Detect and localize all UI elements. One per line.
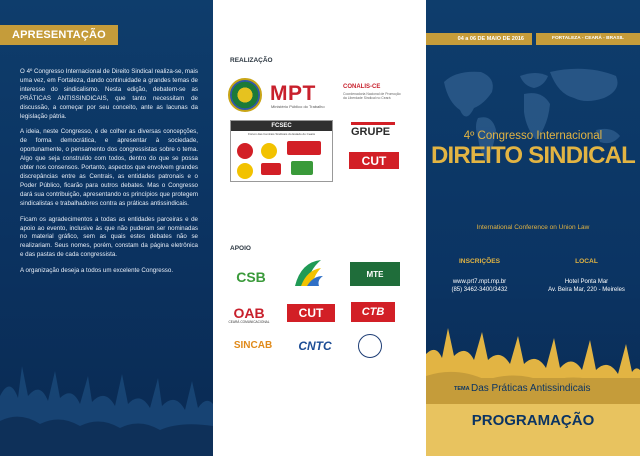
globe-icon	[358, 334, 382, 358]
paragraph: Ficam os agradecimentos a todas as entidades parceiras e de apoio ao evento, inclusive às que não puderam ser nominadas no material gráfico, sem as quais estes debates não se realizariam. Seus nomes, porém, constam da página eletrônica e das pastas de cada congressista.	[20, 215, 198, 259]
union-emblem-icon	[237, 163, 253, 179]
presentation-heading: APRESENTAÇÃO	[0, 25, 118, 45]
sincab-logo: SINCAB	[233, 339, 273, 351]
union-emblem-icon	[261, 163, 281, 175]
paragraph: A ideia, neste Congresso, é de colher as diversas concepções, de forma democrática, e apresentar à sociedade, oportunamente, o pensamento dos congressistas sobre o tema. Algo que seja construído com todos, dentro do que se possa obter nos consensos. Portanto, aspectos que envolvem grandes discrepâncias entre as Centrais, as entidades patronais e o Poder Público, ficarão para outros debates. Mas o Congresso dará sua contribuição, apresentando os princípios que protegem sindicalistas e trabalhadores contra as práticas antissindicais.	[20, 128, 198, 207]
cut-logo: CUT	[349, 152, 399, 169]
cover-panel	[426, 0, 640, 456]
cut-logo: CUT	[287, 304, 335, 322]
oab-logo	[228, 302, 270, 328]
realizacao-heading: REALIZAÇÃO	[230, 57, 273, 64]
website-link[interactable]: www.prt7.mpt.mp.br	[452, 279, 507, 285]
event-location: FORTALEZA - CEARÁ - BRASIL	[536, 33, 640, 45]
union-emblem-icon	[237, 143, 253, 159]
registration-info	[426, 278, 533, 294]
csb-logo: CSB	[236, 269, 266, 285]
venue-address: Av. Beira Mar, 220 - Meireles	[548, 287, 625, 293]
apoio-heading: APOIO	[230, 245, 251, 252]
oab-logo-text: OAB	[233, 305, 265, 321]
conalis-logo: CONALIS-CE	[343, 84, 381, 90]
union-emblem-icon	[291, 161, 313, 175]
event-title: DIREITO SINDICAL	[430, 142, 636, 169]
theme-label: TEMA	[454, 386, 470, 392]
fcsec-caption: Fórum das Centrais Sindicais do Estado do Ceará	[248, 132, 315, 136]
cntc-logo: CNTC	[298, 339, 332, 353]
theme-band	[426, 378, 640, 404]
paragraph: A organização deseja a todos um excelente Congresso.	[20, 267, 174, 275]
event-subtitle: International Conference on Union Law	[476, 224, 590, 231]
conalis-caption: Coordenadoria Nacional de Promoção da Liberdade Sindical no Ceará	[343, 92, 401, 101]
event-date: 04 a 06 DE MAIO DE 2016	[426, 33, 532, 45]
oab-caption: CEARÁ COMUNICACIONAL	[228, 320, 270, 324]
ctb-logo: CTB	[351, 302, 395, 322]
venue-heading: LOCAL	[575, 258, 598, 265]
paragraph: O 4º Congresso Internacional de Direito Sindical realiza-se, mais uma vez, em Fortaleza, dando continuidade a grandes temas de interesse do sindicalismo. Nesta edição, debatem-se as PRÁTICAS ANTISSINDICAIS, que tanto necessitam de discussão, a começar por seu conceito, ante as lacunas da legislação pátria.	[20, 68, 198, 120]
theme-title: Das Práticas Antissindicais	[471, 383, 591, 394]
fcsec-logo-block	[230, 120, 333, 182]
venue-info	[533, 278, 640, 294]
venue-name: Hotel Ponta Mar	[564, 279, 609, 285]
sponsors-panel	[213, 0, 426, 456]
mpt-logo: MPT	[270, 82, 316, 105]
grupe-bar	[351, 122, 395, 125]
presentation-text	[20, 68, 198, 283]
crowd-silhouette	[0, 326, 213, 456]
union-emblem-icon	[261, 143, 277, 159]
ceara-logo-icon	[291, 258, 325, 290]
phone-number: (85) 3462-3400/3432	[451, 287, 508, 293]
union-emblem-icon	[287, 141, 321, 155]
program-heading: PROGRAMAÇÃO	[471, 412, 595, 429]
grupe-logo: GRUPE	[351, 126, 391, 138]
brazil-seal-icon	[228, 78, 262, 112]
mte-logo: MTE	[350, 262, 400, 286]
congress-edition: 4º Congresso Internacional	[463, 130, 603, 142]
fcsec-title: FCSEC	[231, 121, 332, 131]
presentation-panel	[0, 0, 213, 456]
mpt-caption: Ministério Público do Trabalho	[271, 104, 325, 109]
registration-heading: INSCRIÇÕES	[458, 258, 501, 265]
